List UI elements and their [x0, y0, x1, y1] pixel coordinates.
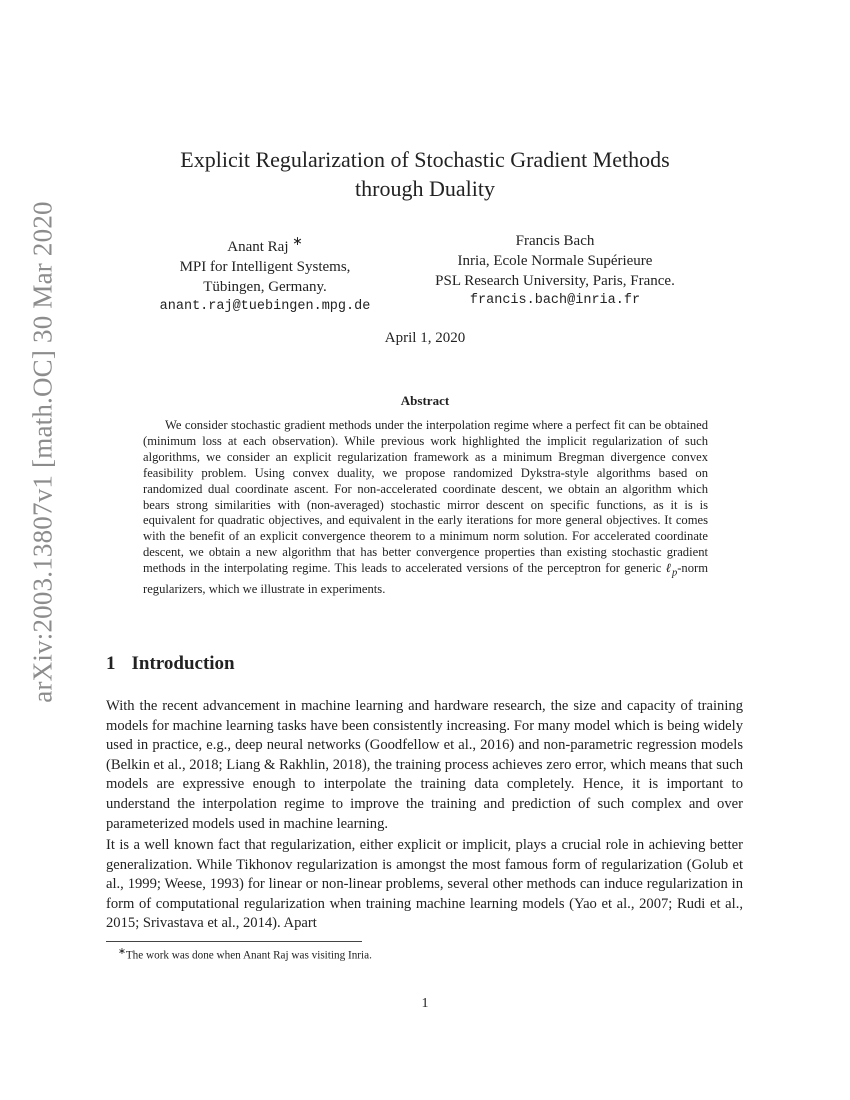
arxiv-stamp: arXiv:2003.13807v1 [math.OC] 30 Mar 2020: [27, 201, 58, 703]
author-affiliation: MPI for Intelligent Systems,: [179, 259, 351, 275]
lp-norm-subscript: p: [671, 567, 678, 579]
abstract-heading: Abstract: [400, 393, 450, 408]
abstract-text-part: -norm regularizers, which we illustrate in experiments.: [143, 561, 708, 596]
section-title: Introduction: [131, 653, 235, 674]
author-email: francis.bach@inria.fr: [469, 293, 641, 308]
footnote-text: The work was done when Anant Raj was visiting Inria.: [125, 949, 372, 962]
author-email: anant.raj@tuebingen.mpg.de: [159, 299, 371, 314]
footnote-mark: ∗: [118, 947, 126, 957]
author-affiliation: PSL Research University, Paris, France.: [435, 273, 675, 289]
abstract-text-part: We consider stochastic gradient methods under the interpolation regime where a perfect fit can be obtained (minimum loss at each observation). While previous work highlighted the implicit regularization of such algorithms, we consider an explicit regularization framework as a minimum Bregman divergence convex feasibility problem. Using convex duality, we propose randomized Dykstra-style algorithms based on randomized dual coordinate ascent. For non-accelerated coordinate descent, we obtain an algorithm which bears strong similarities with (non-averaged) stochastic mirror descent on specific functions, as it is is equivalent for quadratic objectives, and equivalent in the early iterations for more general objectives. It comes with the benefit of an explicit convergence theorem to a minimum norm solution. For accelerated coordinate descent, we obtain a new algorithm that has better convergence properties than existing stochastic gradient methods in the interpolating regime. This leads to accelerated versions of the perceptron for generic: [143, 418, 708, 576]
author-affiliation: Inria, Ecole Normale Supérieure: [457, 253, 653, 269]
title-line-1: Explicit Regularization of Stochastic Gradient Methods: [180, 147, 670, 172]
author-block-bach: [400, 231, 710, 311]
section-heading-introduction: [106, 653, 235, 675]
intro-paragraph-2: It is a well known fact that regularization, either explicit or implicit, plays a crucial role in achieving better generalization. While Tikhonov regularization is amongst the most famous form of regularization (Golub et al., 1999; Weese, 1993) for linear or non-linear problems, several other methods can induce regularization in form of computational regularization when training machine learning models (Yao et al., 2007; Rudi et al., 2015; Srivastava et al., 2014). Apart: [106, 837, 743, 932]
author-name: Anant Raj: [227, 239, 289, 255]
author-block-raj: [140, 231, 390, 317]
footnote-divider: [106, 941, 362, 942]
title-line-2: through Duality: [355, 176, 495, 201]
author-affiliation: Tübingen, Germany.: [203, 279, 327, 295]
author-footnote-mark: ∗: [292, 234, 303, 248]
author-name: Francis Bach: [515, 233, 595, 249]
abstract-text: [143, 418, 708, 597]
lp-norm-symbol: ℓ: [665, 561, 672, 576]
publication-date: April 1, 2020: [384, 330, 466, 346]
footnote: [118, 946, 372, 962]
section-number: 1: [106, 653, 116, 674]
author-name-line: [140, 231, 390, 257]
page-number: 1: [421, 996, 429, 1011]
intro-paragraph-1: With the recent advancement in machine learning and hardware research, the size and capacity of training models for machine learning tasks have been consistently increasing. For many model which is being widely used in practice, e.g., deep neural networks (Goodfellow et al., 2016) and non-parametric regression models (Belkin et al., 2018; Liang & Rakhlin, 2018), the training process achieves zero error, which means that such models are expressive enough to interpolate the training data completely. Hence, it is important to understand the interpolation regime to improve the training and prediction of such complex and over parameterized models used in machine learning.: [106, 698, 743, 832]
paper-title: [0, 145, 850, 203]
